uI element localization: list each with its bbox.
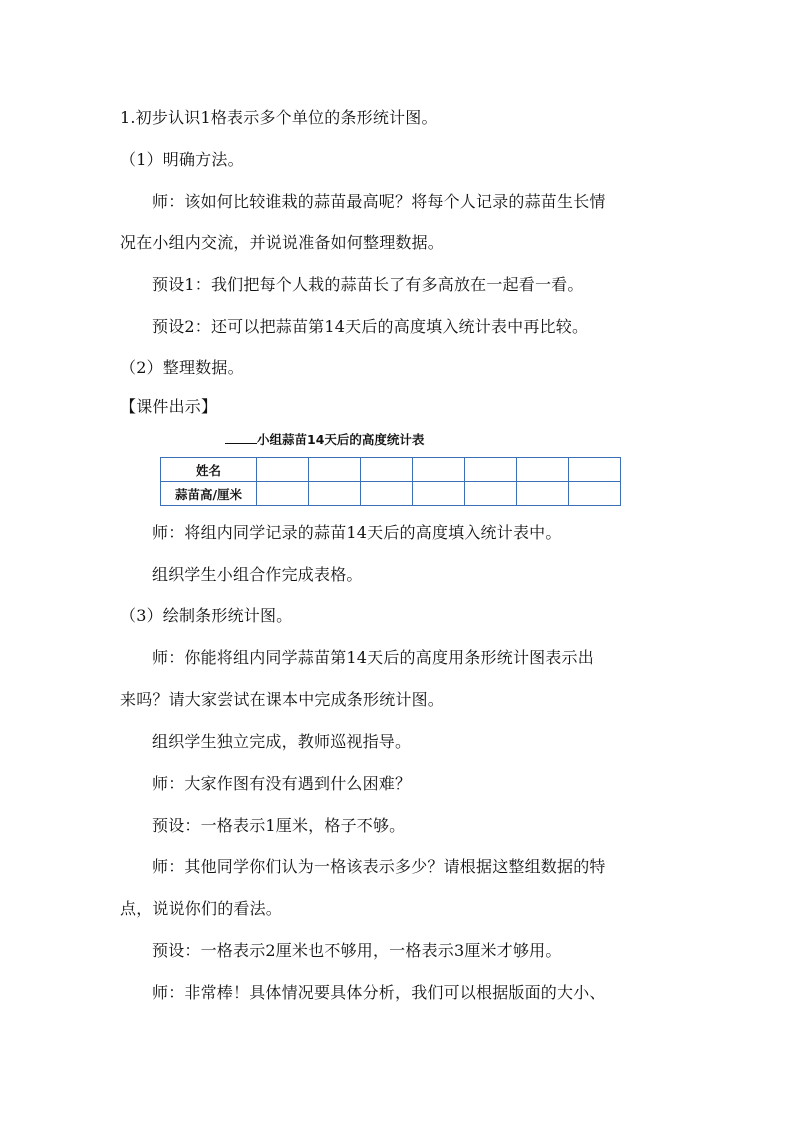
paragraph-preset-2: 预设2：还可以把蒜苗第14天后的高度填入统计表中再比较。 xyxy=(152,317,589,336)
row-header-name: 姓名 xyxy=(161,458,257,482)
statistics-table xyxy=(160,457,621,506)
paragraph-teacher-question: 师：该如何比较谁栽的蒜苗最高呢？将每个人记录的蒜苗生长情 xyxy=(152,192,606,211)
table-cell xyxy=(309,482,361,506)
row-header-height: 蒜苗高/厘米 xyxy=(161,482,257,506)
paragraph-teacher-ask: 师：其他同学你们认为一格该表示多少？请根据这整组数据的特 xyxy=(152,857,606,876)
table-cell xyxy=(309,458,361,482)
paragraph-teacher-fill: 师：将组内同学记录的蒜苗14天后的高度填入统计表中。 xyxy=(152,523,562,542)
table-cell xyxy=(257,458,309,482)
paragraph-teacher-praise: 师：非常棒！具体情况要具体分析，我们可以根据版面的大小、 xyxy=(152,983,606,1002)
paragraph-preset-4: 预设：一格表示2厘米也不够用，一格表示3厘米才够用。 xyxy=(152,941,562,960)
table-cell xyxy=(465,482,517,506)
table-cell xyxy=(413,458,465,482)
step-heading-2: （2）整理数据。 xyxy=(120,358,244,377)
paragraph-teacher-question-cont: 况在小组内交流，并说说准备如何整理数据。 xyxy=(120,233,445,252)
table-cell xyxy=(361,482,413,506)
table-cell xyxy=(517,458,569,482)
paragraph-teacher-ask-cont: 点，说说你们的看法。 xyxy=(120,899,283,918)
table-cell xyxy=(465,458,517,482)
table-row xyxy=(161,482,621,506)
table-cell xyxy=(569,482,621,506)
table-cell xyxy=(517,482,569,506)
paragraph-organize-independent: 组织学生独立完成，教师巡视指导。 xyxy=(152,732,412,751)
table-title: 小组蒜苗14天后的高度统计表 xyxy=(225,430,424,448)
paragraph-teacher-difficulty: 师：大家作图有没有遇到什么困难？ xyxy=(152,774,412,793)
paragraph-organize-group: 组织学生小组合作完成表格。 xyxy=(152,565,363,584)
table-row xyxy=(161,458,621,482)
paragraph-preset-1: 预设1：我们把每个人栽的蒜苗长了有多高放在一起看一看。 xyxy=(152,275,584,294)
table-cell xyxy=(413,482,465,506)
step-heading-1: （1）明确方法。 xyxy=(120,150,244,169)
table-cell xyxy=(569,458,621,482)
table-cell xyxy=(257,482,309,506)
courseware-label: 【课件出示】 xyxy=(120,397,218,416)
table-cell xyxy=(361,458,413,482)
paragraph-preset-3: 预设：一格表示1厘米，格子不够。 xyxy=(152,816,406,835)
paragraph-teacher-draw-cont: 来吗？请大家尝试在课本中完成条形统计图。 xyxy=(120,690,445,709)
section-heading: 1.初步认识1格表示多个单位的条形统计图。 xyxy=(120,108,438,127)
step-heading-3: （3）绘制条形统计图。 xyxy=(120,606,293,625)
group-name-blank xyxy=(225,431,257,444)
paragraph-teacher-draw: 师：你能将组内同学蒜苗第14天后的高度用条形统计图表示出 xyxy=(152,648,594,667)
